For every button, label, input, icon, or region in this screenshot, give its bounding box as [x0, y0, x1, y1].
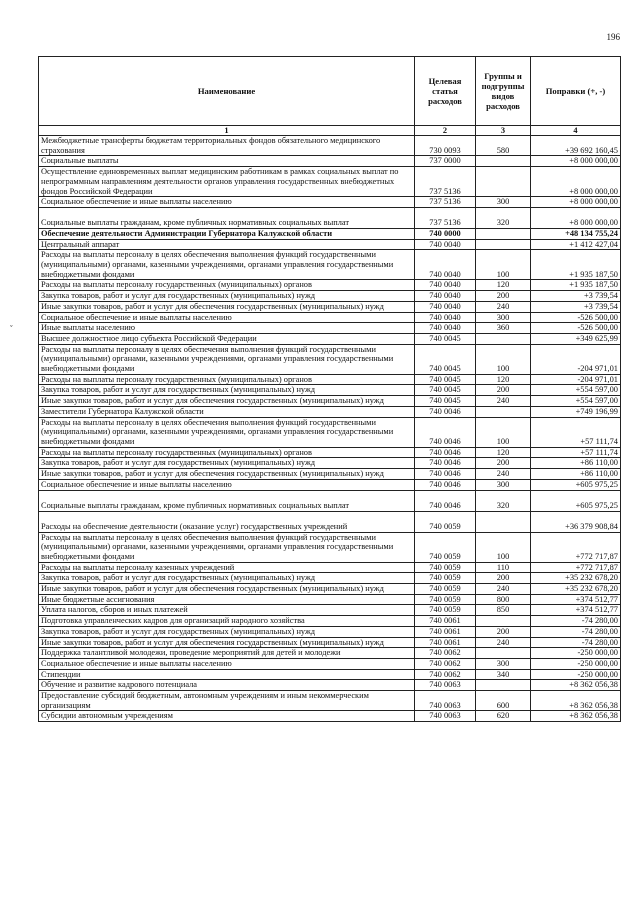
row-name: Иные закупки товаров, работ и услуг для обеспечения государственных (муниципальных) нужд — [39, 396, 415, 407]
row-name: Расходы на выплаты персоналу в целях обеспечения выполнения функций государственными (муниципальными) органами, казенными учреждениями, органами управления государственными внебюджетными фондами — [39, 250, 415, 280]
row-expense-group: 300 — [476, 197, 531, 208]
table-row — [39, 301, 621, 312]
row-amendment: +1 935 187,50 — [531, 250, 621, 280]
row-target-article: 740 0040 — [415, 323, 476, 334]
row-expense-group — [476, 680, 531, 691]
table-row — [39, 197, 621, 208]
row-expense-group: 850 — [476, 605, 531, 616]
table-row — [39, 479, 621, 490]
row-amendment: +8 362 056,38 — [531, 711, 621, 722]
row-amendment: +605 975,25 — [531, 490, 621, 511]
row-expense-group: 300 — [476, 658, 531, 669]
table-row — [39, 312, 621, 323]
table-row — [39, 136, 621, 156]
row-amendment: +35 232 678,20 — [531, 573, 621, 584]
row-amendment: -204 971,01 — [531, 374, 621, 385]
row-name: Поддержка талантливой молодежи, проведение мероприятий для детей и молодежи — [39, 648, 415, 659]
row-expense-group: 120 — [476, 280, 531, 291]
row-expense-group: 240 — [476, 584, 531, 595]
row-amendment: +48 134 755,24 — [531, 228, 621, 239]
row-amendment: +86 110,00 — [531, 458, 621, 469]
row-amendment: +3 739,54 — [531, 301, 621, 312]
table-row — [39, 228, 621, 239]
row-target-article: 740 0063 — [415, 711, 476, 722]
row-target-article: 737 5136 — [415, 197, 476, 208]
row-amendment: -250 000,00 — [531, 658, 621, 669]
row-name: Обеспечение деятельности Администрации Губернатора Калужской области — [39, 228, 415, 239]
row-name: Социальное обеспечение и иные выплаты населению — [39, 479, 415, 490]
row-target-article: 740 0000 — [415, 228, 476, 239]
row-name: Расходы на выплаты персоналу в целях обеспечения выполнения функций государственными (муниципальными) органами, казенными учреждениями, органами управления государственными внебюджетными фондами — [39, 417, 415, 447]
row-target-article: 740 0063 — [415, 691, 476, 711]
column-number-3: 3 — [476, 126, 531, 136]
row-amendment: +86 110,00 — [531, 469, 621, 480]
column-number-4: 4 — [531, 126, 621, 136]
row-name: Иные закупки товаров, работ и услуг для обеспечения государственных (муниципальных) нужд — [39, 584, 415, 595]
row-expense-group: 200 — [476, 458, 531, 469]
row-amendment: -74 280,00 — [531, 616, 621, 627]
row-expense-group — [476, 239, 531, 250]
row-amendment: -74 280,00 — [531, 637, 621, 648]
row-amendment: +57 111,74 — [531, 417, 621, 447]
row-amendment: +374 512,77 — [531, 605, 621, 616]
row-expense-group: 300 — [476, 479, 531, 490]
header-expense-groups: Группы и подгруппы видов расходов — [476, 57, 531, 126]
table-row — [39, 374, 621, 385]
row-target-article: 740 0059 — [415, 532, 476, 562]
row-expense-group — [476, 406, 531, 417]
row-amendment: +1 412 427,04 — [531, 239, 621, 250]
table-row — [39, 669, 621, 680]
row-expense-group — [476, 511, 531, 532]
row-name: Уплата налогов, сборов и иных платежей — [39, 605, 415, 616]
table-row — [39, 680, 621, 691]
table-row — [39, 691, 621, 711]
row-expense-group: 100 — [476, 532, 531, 562]
row-amendment: +749 196,99 — [531, 406, 621, 417]
table-row — [39, 291, 621, 302]
table-row — [39, 711, 621, 722]
row-expense-group: 340 — [476, 669, 531, 680]
table-row — [39, 532, 621, 562]
table-row — [39, 511, 621, 532]
row-expense-group: 600 — [476, 691, 531, 711]
table-row — [39, 396, 621, 407]
table-row — [39, 648, 621, 659]
row-expense-group: 240 — [476, 396, 531, 407]
table-row — [39, 323, 621, 334]
row-expense-group: 800 — [476, 594, 531, 605]
row-expense-group: 320 — [476, 490, 531, 511]
row-amendment: +3 739,54 — [531, 291, 621, 302]
row-name: Иные закупки товаров, работ и услуг для обеспечения государственных (муниципальных) нужд — [39, 469, 415, 480]
table-row — [39, 562, 621, 573]
row-expense-group: 240 — [476, 469, 531, 480]
row-amendment: +374 512,77 — [531, 594, 621, 605]
row-name: Предоставление субсидий бюджетным, автономным учреждениям и иным некоммерческим организациям — [39, 691, 415, 711]
margin-mark: ˇ — [10, 324, 13, 333]
row-target-article: 740 0062 — [415, 658, 476, 669]
row-name: Обучение и развитие кадрового потенциала — [39, 680, 415, 691]
budget-amendments-table — [38, 56, 621, 722]
table-row — [39, 207, 621, 228]
row-name: Стипендии — [39, 669, 415, 680]
row-target-article: 737 5136 — [415, 207, 476, 228]
table-row — [39, 333, 621, 344]
table-row — [39, 447, 621, 458]
row-name: Расходы на выплаты персоналу государственных (муниципальных) органов — [39, 280, 415, 291]
header-target-article: Целевая статья расходов — [415, 57, 476, 126]
table-row — [39, 406, 621, 417]
row-amendment: +772 717,87 — [531, 532, 621, 562]
row-amendment: +57 111,74 — [531, 447, 621, 458]
row-expense-group: 200 — [476, 385, 531, 396]
header-row — [39, 57, 621, 126]
row-target-article: 737 0000 — [415, 156, 476, 167]
row-expense-group: 110 — [476, 562, 531, 573]
row-amendment: +772 717,87 — [531, 562, 621, 573]
row-target-article: 740 0046 — [415, 479, 476, 490]
table-row — [39, 239, 621, 250]
row-name: Закупка товаров, работ и услуг для государственных (муниципальных) нужд — [39, 291, 415, 302]
row-expense-group — [476, 228, 531, 239]
row-amendment: +554 597,00 — [531, 396, 621, 407]
row-name: Иные закупки товаров, работ и услуг для обеспечения государственных (муниципальных) нужд — [39, 301, 415, 312]
row-name: Иные выплаты населению — [39, 323, 415, 334]
row-amendment: +8 362 056,38 — [531, 680, 621, 691]
row-amendment: +1 935 187,50 — [531, 280, 621, 291]
row-expense-group: 240 — [476, 637, 531, 648]
row-expense-group: 360 — [476, 323, 531, 334]
row-target-article: 730 0093 — [415, 136, 476, 156]
row-name: Субсидии автономным учреждениям — [39, 711, 415, 722]
row-amendment: +35 232 678,20 — [531, 584, 621, 595]
row-name: Расходы на выплаты персоналу государственных (муниципальных) органов — [39, 374, 415, 385]
row-amendment: +8 362 056,38 — [531, 691, 621, 711]
table-row — [39, 658, 621, 669]
row-name: Социальные выплаты гражданам, кроме публичных нормативных социальных выплат — [39, 207, 415, 228]
table-row — [39, 458, 621, 469]
row-name: Иные бюджетные ассигнования — [39, 594, 415, 605]
row-target-article: 740 0046 — [415, 469, 476, 480]
row-amendment: -526 500,00 — [531, 312, 621, 323]
row-name: Межбюджетные трансферты бюджетам территориальных фондов обязательного медицинского страхования — [39, 136, 415, 156]
column-number-2: 2 — [415, 126, 476, 136]
table-row — [39, 250, 621, 280]
row-expense-group: 100 — [476, 417, 531, 447]
row-target-article: 740 0045 — [415, 374, 476, 385]
row-amendment: +8 000 000,00 — [531, 207, 621, 228]
row-name: Социальное обеспечение и иные выплаты населению — [39, 658, 415, 669]
row-target-article: 740 0062 — [415, 669, 476, 680]
table-body — [39, 136, 621, 722]
row-amendment: +36 379 908,84 — [531, 511, 621, 532]
row-target-article: 740 0040 — [415, 291, 476, 302]
row-name: Расходы на выплаты персоналу в целях обеспечения выполнения функций государственными (муниципальными) органами, казенными учреждениями, органами управления государственными внебюджетными фондами — [39, 344, 415, 374]
table-row — [39, 605, 621, 616]
row-target-article: 740 0046 — [415, 406, 476, 417]
header-amendments: Поправки (+, -) — [531, 57, 621, 126]
row-expense-group — [476, 616, 531, 627]
row-target-article: 740 0045 — [415, 333, 476, 344]
row-target-article: 740 0062 — [415, 648, 476, 659]
row-name: Осуществление единовременных выплат медицинским работникам в рамках социальных выплат по непрограммным направлениям деятельности органов управления государственных внебюджетных фондов Российской Федерации — [39, 167, 415, 197]
row-name: Закупка товаров, работ и услуг для государственных (муниципальных) нужд — [39, 573, 415, 584]
column-number-row — [39, 126, 621, 136]
row-amendment: +605 975,25 — [531, 479, 621, 490]
row-target-article: 740 0059 — [415, 584, 476, 595]
row-name: Центральный аппарат — [39, 239, 415, 250]
page-number: 196 — [606, 32, 620, 42]
row-name: Закупка товаров, работ и услуг для государственных (муниципальных) нужд — [39, 385, 415, 396]
row-name: Иные закупки товаров, работ и услуг для обеспечения государственных (муниципальных) нужд — [39, 637, 415, 648]
row-target-article: 740 0061 — [415, 637, 476, 648]
row-expense-group: 200 — [476, 626, 531, 637]
row-name: Социальные выплаты — [39, 156, 415, 167]
row-expense-group: 620 — [476, 711, 531, 722]
row-target-article: 740 0063 — [415, 680, 476, 691]
table-row — [39, 573, 621, 584]
row-amendment: +39 692 160,45 — [531, 136, 621, 156]
row-name: Социальное обеспечение и иные выплаты населению — [39, 197, 415, 208]
row-expense-group: 580 — [476, 136, 531, 156]
row-expense-group: 320 — [476, 207, 531, 228]
table-row — [39, 626, 621, 637]
row-target-article: 740 0059 — [415, 511, 476, 532]
row-target-article: 740 0059 — [415, 573, 476, 584]
table-row — [39, 637, 621, 648]
header-name: Наименование — [39, 57, 415, 126]
row-amendment: -250 000,00 — [531, 648, 621, 659]
row-target-article: 740 0046 — [415, 490, 476, 511]
row-expense-group: 240 — [476, 301, 531, 312]
row-target-article: 740 0061 — [415, 626, 476, 637]
row-expense-group — [476, 156, 531, 167]
row-expense-group: 200 — [476, 291, 531, 302]
row-expense-group: 120 — [476, 374, 531, 385]
table-row — [39, 280, 621, 291]
row-amendment: +8 000 000,00 — [531, 167, 621, 197]
table-row — [39, 616, 621, 627]
table-row — [39, 344, 621, 374]
row-expense-group: 200 — [476, 573, 531, 584]
row-name: Закупка товаров, работ и услуг для государственных (муниципальных) нужд — [39, 626, 415, 637]
row-name: Высшее должностное лицо субъекта Российской Федерации — [39, 333, 415, 344]
row-target-article: 740 0040 — [415, 312, 476, 323]
row-amendment: +349 625,99 — [531, 333, 621, 344]
table-row — [39, 584, 621, 595]
row-target-article: 740 0040 — [415, 301, 476, 312]
row-expense-group — [476, 648, 531, 659]
row-name: Расходы на обеспечение деятельности (оказание услуг) государственных учреждений — [39, 511, 415, 532]
row-amendment: +8 000 000,00 — [531, 197, 621, 208]
row-amendment: +554 597,00 — [531, 385, 621, 396]
row-name: Социальные выплаты гражданам, кроме публичных нормативных социальных выплат — [39, 490, 415, 511]
row-target-article: 740 0046 — [415, 458, 476, 469]
row-target-article: 740 0045 — [415, 344, 476, 374]
table-row — [39, 490, 621, 511]
row-expense-group — [476, 167, 531, 197]
row-expense-group: 100 — [476, 250, 531, 280]
row-name: Расходы на выплаты персоналу государственных (муниципальных) органов — [39, 447, 415, 458]
table-row — [39, 167, 621, 197]
row-target-article: 740 0059 — [415, 562, 476, 573]
row-expense-group: 300 — [476, 312, 531, 323]
row-name: Закупка товаров, работ и услуг для государственных (муниципальных) нужд — [39, 458, 415, 469]
row-target-article: 740 0040 — [415, 280, 476, 291]
row-target-article: 740 0061 — [415, 616, 476, 627]
column-number-1: 1 — [39, 126, 415, 136]
row-expense-group: 120 — [476, 447, 531, 458]
row-amendment: -204 971,01 — [531, 344, 621, 374]
row-amendment: -250 000,00 — [531, 669, 621, 680]
row-target-article: 740 0046 — [415, 417, 476, 447]
row-target-article: 737 5136 — [415, 167, 476, 197]
table-row — [39, 594, 621, 605]
row-amendment: +8 000 000,00 — [531, 156, 621, 167]
row-name: Заместители Губернатора Калужской области — [39, 406, 415, 417]
row-name: Расходы на выплаты персоналу казенных учреждений — [39, 562, 415, 573]
table-row — [39, 417, 621, 447]
row-name: Социальное обеспечение и иные выплаты населению — [39, 312, 415, 323]
row-target-article: 740 0040 — [415, 250, 476, 280]
row-amendment: -526 500,00 — [531, 323, 621, 334]
row-target-article: 740 0046 — [415, 447, 476, 458]
row-target-article: 740 0059 — [415, 594, 476, 605]
row-amendment: -74 280,00 — [531, 626, 621, 637]
row-target-article: 740 0059 — [415, 605, 476, 616]
table-row — [39, 469, 621, 480]
row-target-article: 740 0045 — [415, 385, 476, 396]
row-expense-group: 100 — [476, 344, 531, 374]
row-name: Расходы на выплаты персоналу в целях обеспечения выполнения функций государственными (муниципальными) органами, казенными учреждениями, органами управления государственными внебюджетными фондами — [39, 532, 415, 562]
row-target-article: 740 0040 — [415, 239, 476, 250]
row-name: Подготовка управленческих кадров для организаций народного хозяйства — [39, 616, 415, 627]
row-expense-group — [476, 333, 531, 344]
row-target-article: 740 0045 — [415, 396, 476, 407]
table-row — [39, 156, 621, 167]
table-row — [39, 385, 621, 396]
